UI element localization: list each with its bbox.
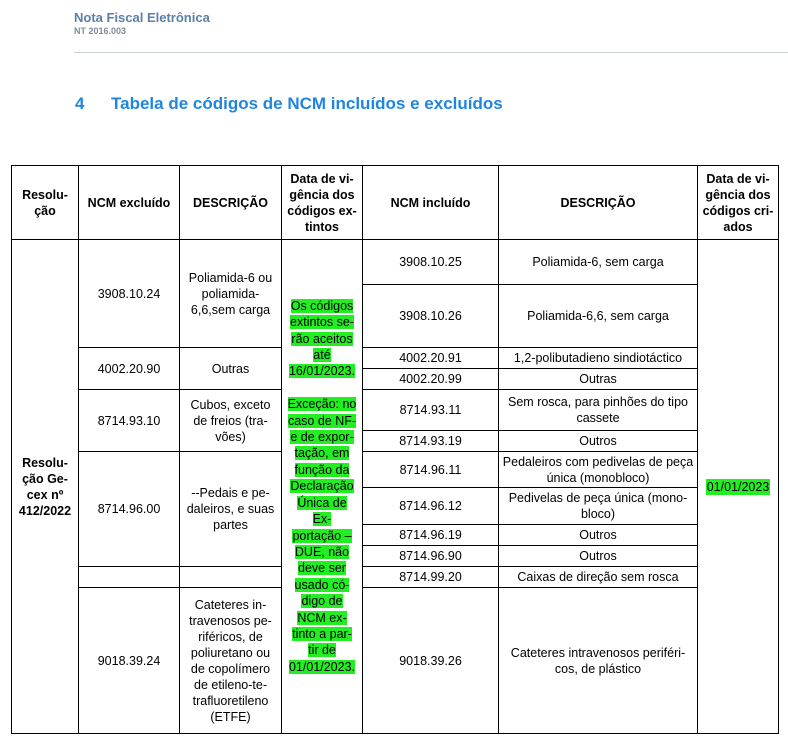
descricao-incluido-cell: Pedivelas de peça única (mono- bloco)	[499, 488, 698, 525]
descricao-excluido-cell: Cubos, exceto de freios (tra- vões)	[180, 390, 282, 452]
descricao-incluido-cell: Pedaleiros com pedivelas de peça única (monobloco)	[499, 452, 698, 488]
ncm-incluido-cell: 8714.96.11	[363, 452, 499, 488]
header-ncm-incluido: NCM incluído	[363, 166, 499, 240]
ncm-incluido-cell: 8714.99.20	[363, 567, 499, 588]
table-row	[12, 588, 779, 734]
ncm-incluido-cell: 8714.93.11	[363, 390, 499, 431]
document-subtitle: NT 2016.003	[74, 26, 127, 36]
ncm-excluido-cell: 3908.10.24	[79, 240, 180, 348]
descricao-incluido-cell: 1,2-polibutadieno sindiotáctico	[499, 348, 698, 369]
table-row	[12, 452, 779, 488]
header-resolucao: Resolu- ção	[12, 166, 79, 240]
table-row	[12, 348, 779, 369]
section-heading	[75, 94, 503, 114]
header-descricao-incluido: DESCRIÇÃO	[499, 166, 698, 240]
descricao-incluido-cell: Poliamida-6, sem carga	[499, 240, 698, 285]
descricao-incluido-cell: Outros	[499, 546, 698, 567]
document-title: Nota Fiscal Eletrônica	[74, 10, 210, 25]
ncm-incluido-cell: 8714.93.19	[363, 431, 499, 452]
table-row	[12, 390, 779, 431]
ncm-excluido-cell: 9018.39.24	[79, 588, 180, 734]
descricao-excluido-cell: Outras	[180, 348, 282, 390]
header-vigencia-criados: Data de vi- gência dos códigos cri- ados	[698, 166, 779, 240]
header-vigencia-extintos: Data de vi- gência dos códigos ex- tintos	[282, 166, 363, 240]
header-descricao-excluido: DESCRIÇÃO	[180, 166, 282, 240]
descricao-excluido-cell: Cateteres in- travenosos pe- riféricos, de poliuretano ou de copolímero de etileno-te- trafluoretileno (ETFE)	[180, 588, 282, 734]
vigencia-criados-cell	[698, 240, 779, 734]
vigencia-criados-value: 01/01/2023	[706, 479, 770, 494]
descricao-incluido-cell: Poliamida-6,6, sem carga	[499, 285, 698, 348]
descricao-incluido-cell: Sem rosca, para pinhões do tipo cassete	[499, 390, 698, 431]
ncm-excluido-cell: 8714.93.10	[79, 390, 180, 452]
ncm-incluido-cell: 9018.39.26	[363, 588, 499, 734]
ncm-incluido-cell: 4002.20.99	[363, 369, 499, 390]
section-title: Tabela de códigos de NCM incluídos e excluídos	[111, 94, 503, 113]
resolucao-cell: Resolu- ção Ge- cex nº 412/2022	[12, 240, 79, 734]
descricao-incluido-cell: Outros	[499, 431, 698, 452]
ncm-excluido-cell	[79, 567, 180, 588]
descricao-incluido-cell: Outros	[499, 525, 698, 546]
descricao-excluido-cell: --Pedais e pe- daleiros, e suas partes	[180, 452, 282, 567]
ncm-incluido-cell: 8714.96.12	[363, 488, 499, 525]
ncm-excluido-cell: 4002.20.90	[79, 348, 180, 390]
table-row	[12, 567, 779, 588]
section-number: 4	[75, 94, 85, 113]
ncm-excluido-cell: 8714.96.00	[79, 452, 180, 567]
descricao-incluido-cell: Caixas de direção sem rosca	[499, 567, 698, 588]
ncm-incluido-cell: 3908.10.26	[363, 285, 499, 348]
vigencia-extintos-cell	[282, 240, 363, 734]
ncm-incluido-cell: 3908.10.25	[363, 240, 499, 285]
vigencia-aceitos-note: Os códigos extintos se- rão aceitos até 16/01/2023.	[288, 298, 356, 379]
header-divider	[74, 52, 788, 53]
table-row	[12, 240, 779, 285]
descricao-incluido-cell: Outras	[499, 369, 698, 390]
ncm-incluido-cell: 8714.96.90	[363, 546, 499, 567]
vigencia-excecao-note: Exceção: no caso de NF- e de expor- tação, em função da Declaração Única de Ex- portação – DUE, não deve ser usado có- digo de NCM ex- tinto a par- tir de 01/01/2023.	[287, 397, 357, 674]
table-header-row	[12, 166, 779, 240]
descricao-excluido-cell: Poliamida-6 ou poliamida- 6,6,sem carga	[180, 240, 282, 348]
descricao-excluido-cell	[180, 567, 282, 588]
header-ncm-excluido: NCM excluído	[79, 166, 180, 240]
ncm-table	[11, 165, 779, 734]
ncm-incluido-cell: 4002.20.91	[363, 348, 499, 369]
ncm-incluido-cell: 8714.96.19	[363, 525, 499, 546]
descricao-incluido-cell: Cateteres intravenosos periféri- cos, de plástico	[499, 588, 698, 734]
